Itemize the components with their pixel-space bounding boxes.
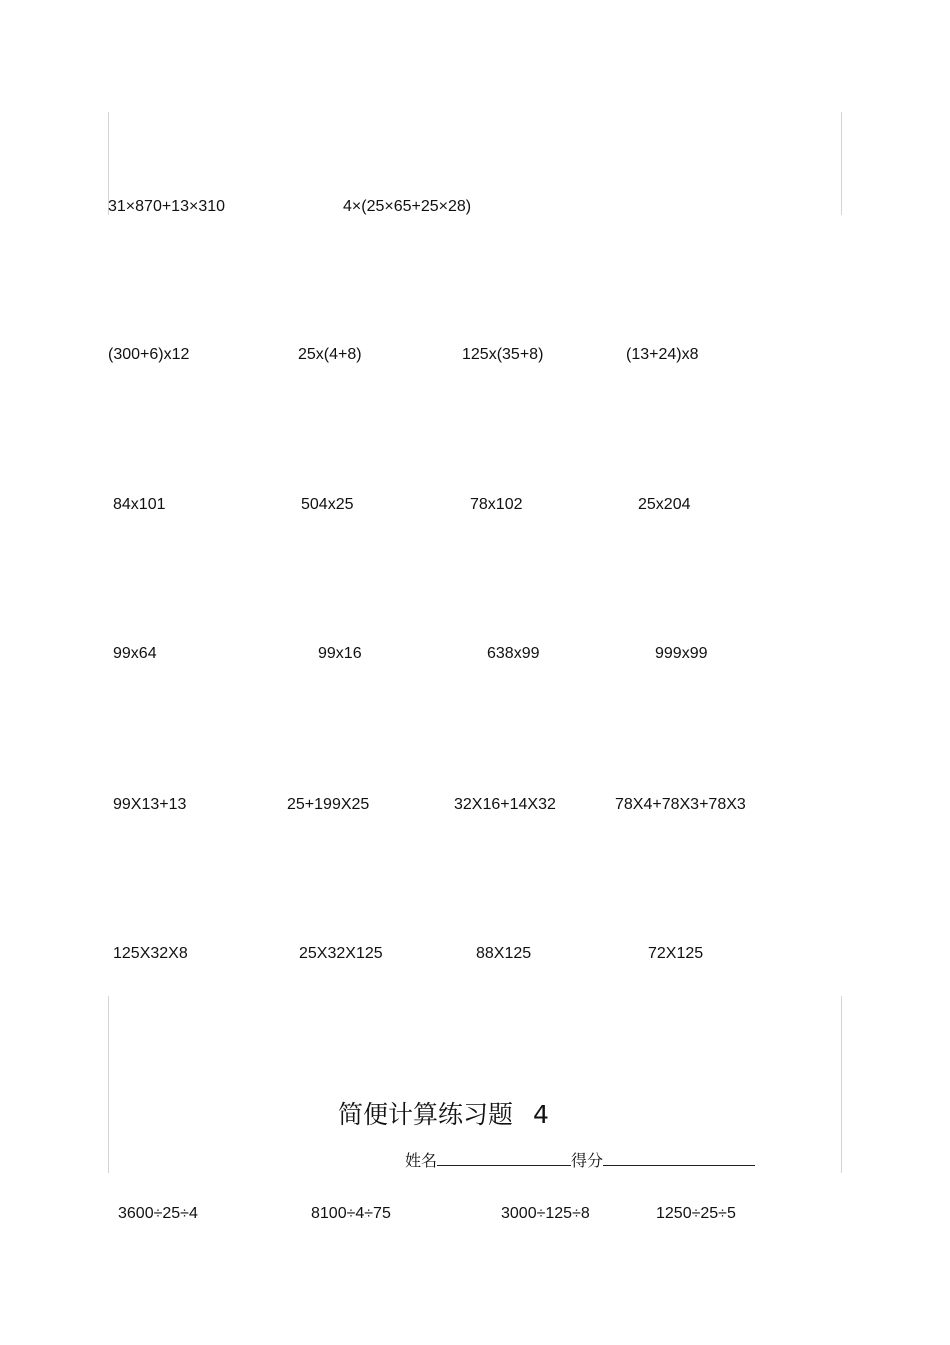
name-blank[interactable] — [437, 1150, 571, 1166]
problem: 88X125 — [476, 945, 532, 962]
page-border-left-bottom — [108, 996, 109, 1173]
worksheet-title-text: 简便计算练习题 — [338, 1100, 514, 1129]
page-border-right-top — [841, 112, 842, 215]
problem: 78x102 — [470, 496, 523, 513]
problem: 25x204 — [638, 496, 691, 513]
problem: 25x(4+8) — [298, 346, 362, 363]
problem: 4×(25×65+25×28) — [343, 198, 472, 215]
problem: 125x(35+8) — [462, 346, 544, 363]
problem: 31×870+13×310 — [108, 198, 226, 215]
problem: 99x16 — [318, 645, 362, 662]
problem: 78X4+78X3+78X3 — [615, 796, 746, 813]
problem: 1250÷25÷5 — [656, 1205, 736, 1222]
problem: 25+199X25 — [287, 796, 370, 813]
problem: 504x25 — [301, 496, 354, 513]
problem: 32X16+14X32 — [454, 796, 556, 813]
student-info-row — [405, 1150, 755, 1172]
problem: 125X32X8 — [113, 945, 188, 962]
problem: 3000÷125÷8 — [501, 1205, 590, 1222]
problem: 3600÷25÷4 — [118, 1205, 198, 1222]
problem: (300+6)x12 — [108, 346, 190, 363]
worksheet-title — [338, 1098, 549, 1132]
problem: 638x99 — [487, 645, 540, 662]
problem: 25X32X125 — [299, 945, 383, 962]
score-label: 得分 — [571, 1151, 604, 1170]
name-label: 姓名 — [405, 1151, 438, 1170]
problem: 99X13+13 — [113, 796, 187, 813]
problem: 8100÷4÷75 — [311, 1205, 391, 1222]
problem: 84x101 — [113, 496, 166, 513]
page-border-right-bottom — [841, 996, 842, 1173]
score-blank[interactable] — [603, 1150, 755, 1166]
problem: 999x99 — [655, 645, 708, 662]
problem: (13+24)x8 — [626, 346, 699, 363]
problem: 99x64 — [113, 645, 157, 662]
worksheet-number: 4 — [533, 1100, 549, 1129]
problem: 72X125 — [648, 945, 704, 962]
